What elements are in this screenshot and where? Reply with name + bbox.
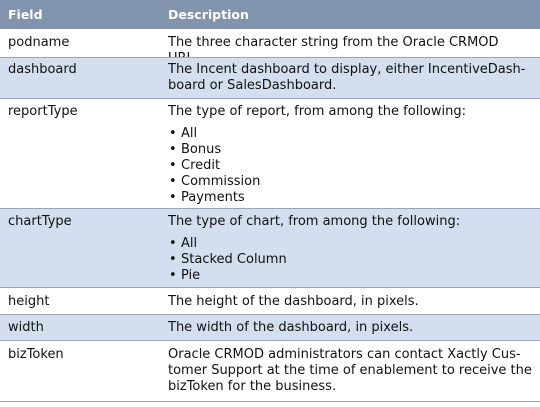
table-row xyxy=(0,209,540,287)
field-cell: height xyxy=(8,294,50,309)
header-field: Field xyxy=(8,7,43,22)
table-row xyxy=(0,288,540,314)
chart-type-list xyxy=(168,236,532,284)
field-cell: dashboard xyxy=(8,62,77,77)
description-line: The type of report, from among the following: xyxy=(168,104,466,119)
table-row xyxy=(0,58,540,98)
description-cell xyxy=(168,347,532,395)
description-line: bizToken for the business. xyxy=(168,379,337,394)
field-cell: chartType xyxy=(8,214,72,229)
field-cell: reportType xyxy=(8,104,78,119)
table-header-row xyxy=(0,0,540,29)
description-cell xyxy=(168,214,532,284)
row-divider xyxy=(0,401,540,402)
header-description: Description xyxy=(168,7,249,22)
list-item: • Credit xyxy=(168,158,532,174)
field-cell: width xyxy=(8,320,44,335)
list-item: • All xyxy=(168,236,532,252)
description-line: The type of chart, from among the following: xyxy=(168,214,461,229)
description-cell: The width of the dashboard, in pixels. xyxy=(168,320,414,335)
report-type-list xyxy=(168,126,532,206)
list-item: • Pie xyxy=(168,268,532,284)
field-cell: podname xyxy=(8,35,70,50)
description-line: Oracle CRMOD administrators can contact Xactly Cus- xyxy=(168,347,521,362)
list-item: • Commission xyxy=(168,174,532,190)
table-row xyxy=(0,315,540,340)
description-line: board or SalesDashboard. xyxy=(168,78,337,93)
table-row xyxy=(0,99,540,208)
description-line: tomer Support at the time of enablement to receive the xyxy=(168,363,532,378)
table-row xyxy=(0,29,540,57)
list-item: • Bonus xyxy=(168,142,532,158)
list-item: • Stacked Column xyxy=(168,252,532,268)
description-cell xyxy=(168,62,532,94)
description-cell xyxy=(168,104,532,206)
field-cell: bizToken xyxy=(8,347,64,362)
description-line: The Incent dashboard to display, either IncentiveDash- xyxy=(168,62,526,77)
description-cell: The height of the dashboard, in pixels. xyxy=(168,294,419,309)
table-row xyxy=(0,341,540,401)
description-cell: The three character string from the Oracle CRMOD xyxy=(168,35,499,50)
list-item: • Payments xyxy=(168,190,532,206)
list-item: • All xyxy=(168,126,532,142)
